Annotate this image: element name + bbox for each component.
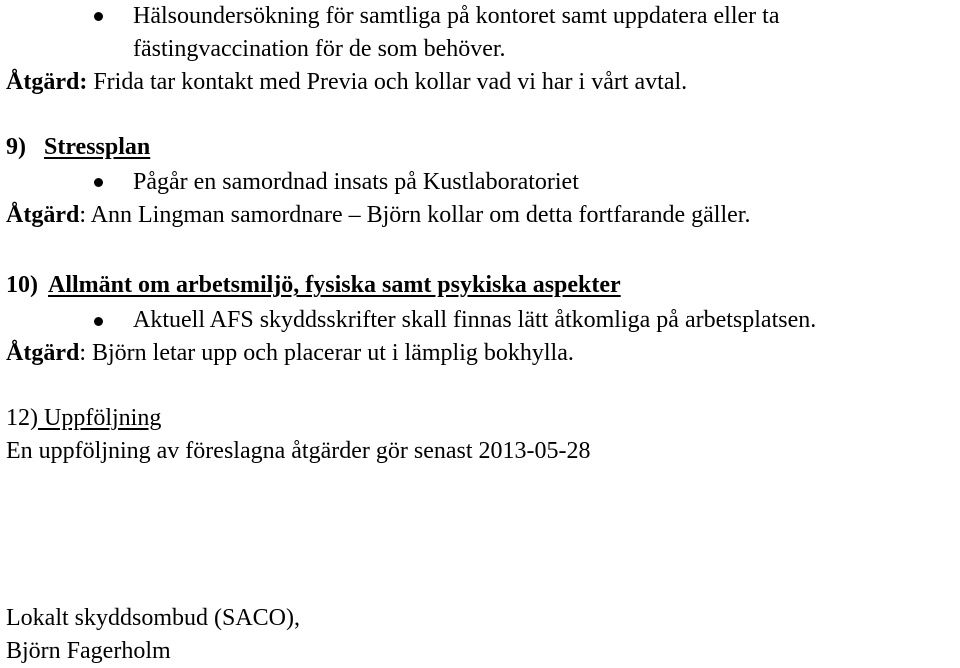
action-label: Åtgärd: bbox=[6, 69, 88, 95]
section-title: Uppföljning bbox=[38, 405, 162, 431]
action-text: : Ann Lingman samordnare – Björn kollar om detta fortfarande gäller. bbox=[79, 202, 751, 228]
action-text: : Björn letar upp och placerar ut i lämplig bokhylla. bbox=[79, 340, 574, 366]
bullet-icon bbox=[94, 178, 103, 187]
section-number: 12) bbox=[6, 405, 38, 431]
signature-line2: Björn Fagerholm bbox=[6, 638, 171, 664]
section-12-heading bbox=[6, 403, 161, 433]
section-10-action bbox=[6, 338, 574, 368]
action-label: Åtgärd bbox=[6, 202, 80, 228]
section-10-heading bbox=[6, 270, 621, 300]
intro-bullet-line2: fästingvaccination för de som behöver. bbox=[133, 36, 506, 62]
section-title: Stressplan bbox=[44, 134, 151, 160]
bullet-icon bbox=[94, 317, 103, 326]
section-9-action bbox=[6, 200, 750, 230]
section-12-text: En uppföljning av föreslagna åtgärder gör senast 2013-05-28 bbox=[6, 438, 591, 464]
section-10-bullet: Aktuell AFS skyddsskrifter skall finnas lätt åtkomliga på arbetsplatsen. bbox=[133, 307, 817, 333]
intro-bullet-line1: Hälsoundersökning för samtliga på kontoret samt uppdatera eller ta bbox=[133, 3, 780, 29]
signature-line1: Lokalt skyddsombud (SACO), bbox=[6, 605, 300, 631]
action-text: Frida tar kontakt med Previa och kollar vad vi har i vårt avtal. bbox=[93, 69, 688, 95]
section-9-bullet: Pågår en samordnad insats på Kustlaboratoriet bbox=[133, 169, 579, 195]
section-title: Allmänt om arbetsmiljö, fysiska samt psykiska aspekter bbox=[48, 272, 621, 298]
action-label: Åtgärd bbox=[6, 340, 80, 366]
section-number: 9) bbox=[6, 134, 26, 160]
intro-action bbox=[6, 67, 687, 97]
section-9-heading bbox=[6, 132, 150, 162]
bullet-icon bbox=[94, 12, 103, 21]
section-number: 10) bbox=[6, 272, 38, 298]
